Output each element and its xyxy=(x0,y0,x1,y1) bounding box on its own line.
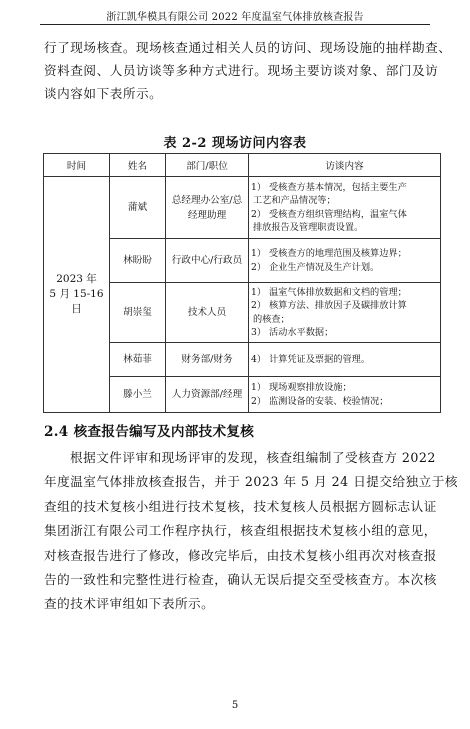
dept-line: 财务部/财务 xyxy=(181,354,233,365)
content-line: 2） 监测设备的安装、校验情况； xyxy=(251,395,389,407)
time-line: 日 xyxy=(71,303,82,315)
running-header: 浙江凯华模具有限公司 2022 年度温室气体排放核查报告 xyxy=(106,12,364,23)
content-line: 工艺和产品情况等； xyxy=(253,195,336,206)
content-line: 排放报告及管理职责设置。 xyxy=(253,222,364,233)
dept-line: 总经理办公室/总 xyxy=(171,194,243,206)
dept-line: 经理助理 xyxy=(187,209,227,221)
intro-paragraph xyxy=(44,36,452,105)
content-line: 1） 现场观察排放设施； xyxy=(251,382,352,393)
content-line: 4） 计算凭证及票据的管理。 xyxy=(251,353,371,365)
dept-cell xyxy=(166,377,249,413)
content-cell xyxy=(249,177,441,239)
header-rule xyxy=(40,24,430,25)
body-line: 集团浙江有限公司工作程序执行，核查组根据技术复核小组的意见， xyxy=(44,523,437,539)
body-line: 年度温室气体排放核查报告，并于 2023 年 5 月 24 日提交给独立于核 xyxy=(44,474,458,490)
body-paragraph xyxy=(44,446,458,617)
content-line: 2） 核算方法、排放因子及碳排放计算 xyxy=(251,300,407,311)
name-cell: 林茹菲 xyxy=(110,343,166,377)
content-line: 的核查； xyxy=(253,313,290,325)
body-line: 查的技术评审组如下表所示。 xyxy=(44,596,215,612)
name-cell: 胡崇玺 xyxy=(110,283,166,343)
dept-line: 行政中心/行政员 xyxy=(171,255,243,266)
body-line: 对核查报告进行了修改，修改完毕后，由技术复核小组再次对核查报 xyxy=(44,547,437,563)
page-number: 5 xyxy=(231,700,239,711)
dept-cell xyxy=(166,239,249,283)
column-header-content: 访谈内容 xyxy=(249,154,441,177)
content-cell xyxy=(249,283,441,343)
column-header-dept: 部门/职位 xyxy=(166,154,249,177)
dept-cell xyxy=(166,343,249,377)
section-heading: 2.4 核查报告编写及内部技术复核 xyxy=(44,424,255,440)
visit-table xyxy=(43,153,441,413)
name-cell: 林盼盼 xyxy=(110,239,166,283)
content-line: 1） 温室气体排放数据和文档的管理； xyxy=(251,286,407,298)
column-header-name: 姓名 xyxy=(110,154,166,177)
column-header-time: 时间 xyxy=(44,154,110,177)
content-cell xyxy=(249,377,441,413)
content-line: 2） 受核查方组织管理结构，温室气体 xyxy=(251,208,407,220)
time-line: 2023 年 xyxy=(56,273,97,285)
content-line: 1） 受核查方基本情况，包括主要生产 xyxy=(251,181,407,193)
table-header-row xyxy=(44,154,441,177)
content-line: 1） 受核查方的地理范围及核算边界； xyxy=(251,248,407,259)
dept-line: 技术人员 xyxy=(187,307,227,318)
body-line: 根据文件评审和现场评审的发现，核查组编制了受核查方 2022 xyxy=(70,450,436,465)
table-row xyxy=(44,177,441,239)
content-line: 2） 企业生产情况及生产计划。 xyxy=(251,261,380,273)
dept-line: 人力资源部/经理 xyxy=(171,389,243,400)
intro-line: 谈内容如下表所示。 xyxy=(44,86,163,101)
content-cell xyxy=(249,239,441,283)
intro-line: 资料查阅、人员访谈等多种方式进行。现场主要访谈对象、部门及访 xyxy=(44,63,439,78)
body-line: 告的一致性和完整性进行检查，确认无误后提交至受核查方。本次核 xyxy=(44,572,437,588)
dept-cell xyxy=(166,283,249,343)
name-cell: 蒲斌 xyxy=(110,177,166,239)
content-cell xyxy=(249,343,441,377)
content-line: 3） 活动水平数据； xyxy=(251,327,334,338)
table-caption: 表 2-2 现场访问内容表 xyxy=(163,136,307,151)
time-line: 5 月 15-16 xyxy=(49,288,104,300)
body-line: 查组的技术复核小组进行技术复核，技术复核人员根据方圆标志认证 xyxy=(44,498,437,514)
time-cell xyxy=(44,177,110,413)
dept-cell xyxy=(166,177,249,239)
name-cell: 滕小兰 xyxy=(110,377,166,413)
intro-line: 行了现场核查。现场核查通过相关人员的访问、现场设施的抽样勘查、 xyxy=(44,40,452,55)
